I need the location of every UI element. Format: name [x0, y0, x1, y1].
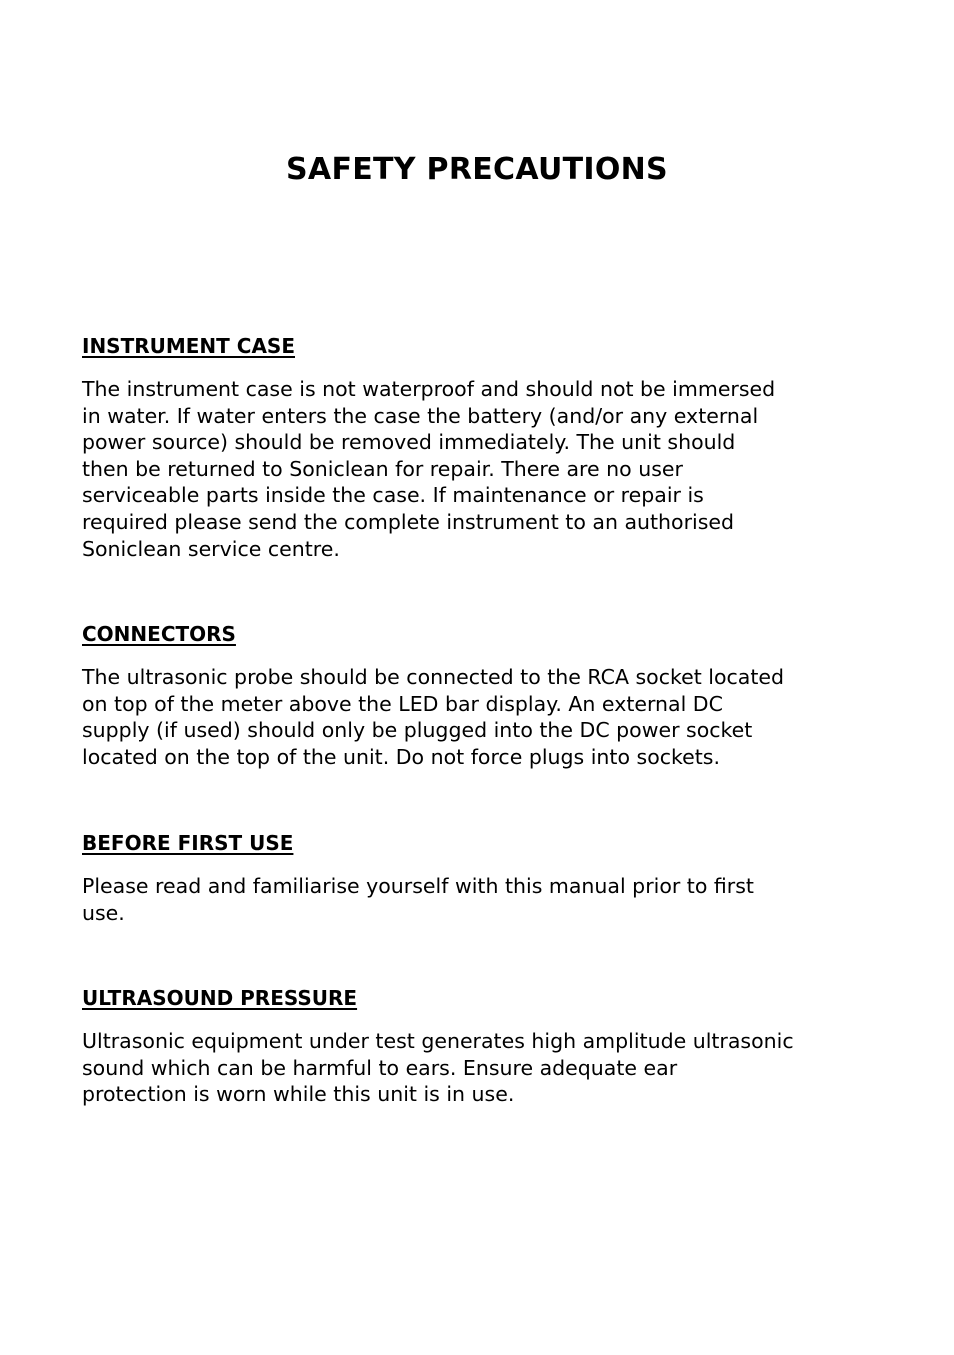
- section-ultrasound-pressure: [82, 985, 882, 1108]
- page-title: SAFETY PRECAUTIONS: [286, 152, 668, 187]
- section-body: The ultrasonic probe should be connected to the RCA socket located on top of the meter above the LED bar display. An external DC supply (if used) should only be plugged into the DC power socket located on the top of the unit. Do not force plugs into sockets.: [82, 665, 785, 769]
- section-heading: ULTRASOUND PRESSURE: [82, 986, 358, 1010]
- section-before-first-use: [82, 830, 882, 926]
- section-connectors: [82, 621, 882, 770]
- section-body: The instrument case is not waterproof and should not be immersed in water. If water enters the case the battery (and/or any external power source) should be removed immediately. The unit should then be returned to Soniclean for repair. There are no user serviceable parts inside the case. If maintenance or repair is required please send the complete instrument to an authorised Soniclean service centre.: [82, 377, 776, 561]
- section-heading: BEFORE FIRST USE: [82, 831, 294, 855]
- section-heading: INSTRUMENT CASE: [82, 334, 295, 358]
- section-body: Please read and familiarise yourself with this manual prior to first use.: [82, 874, 754, 925]
- section-body: Ultrasonic equipment under test generates high amplitude ultrasonic sound which can be harmful to ears. Ensure adequate ear protection is worn while this unit is in use.: [82, 1029, 794, 1107]
- section-instrument-case: [82, 333, 882, 562]
- section-heading: CONNECTORS: [82, 622, 236, 646]
